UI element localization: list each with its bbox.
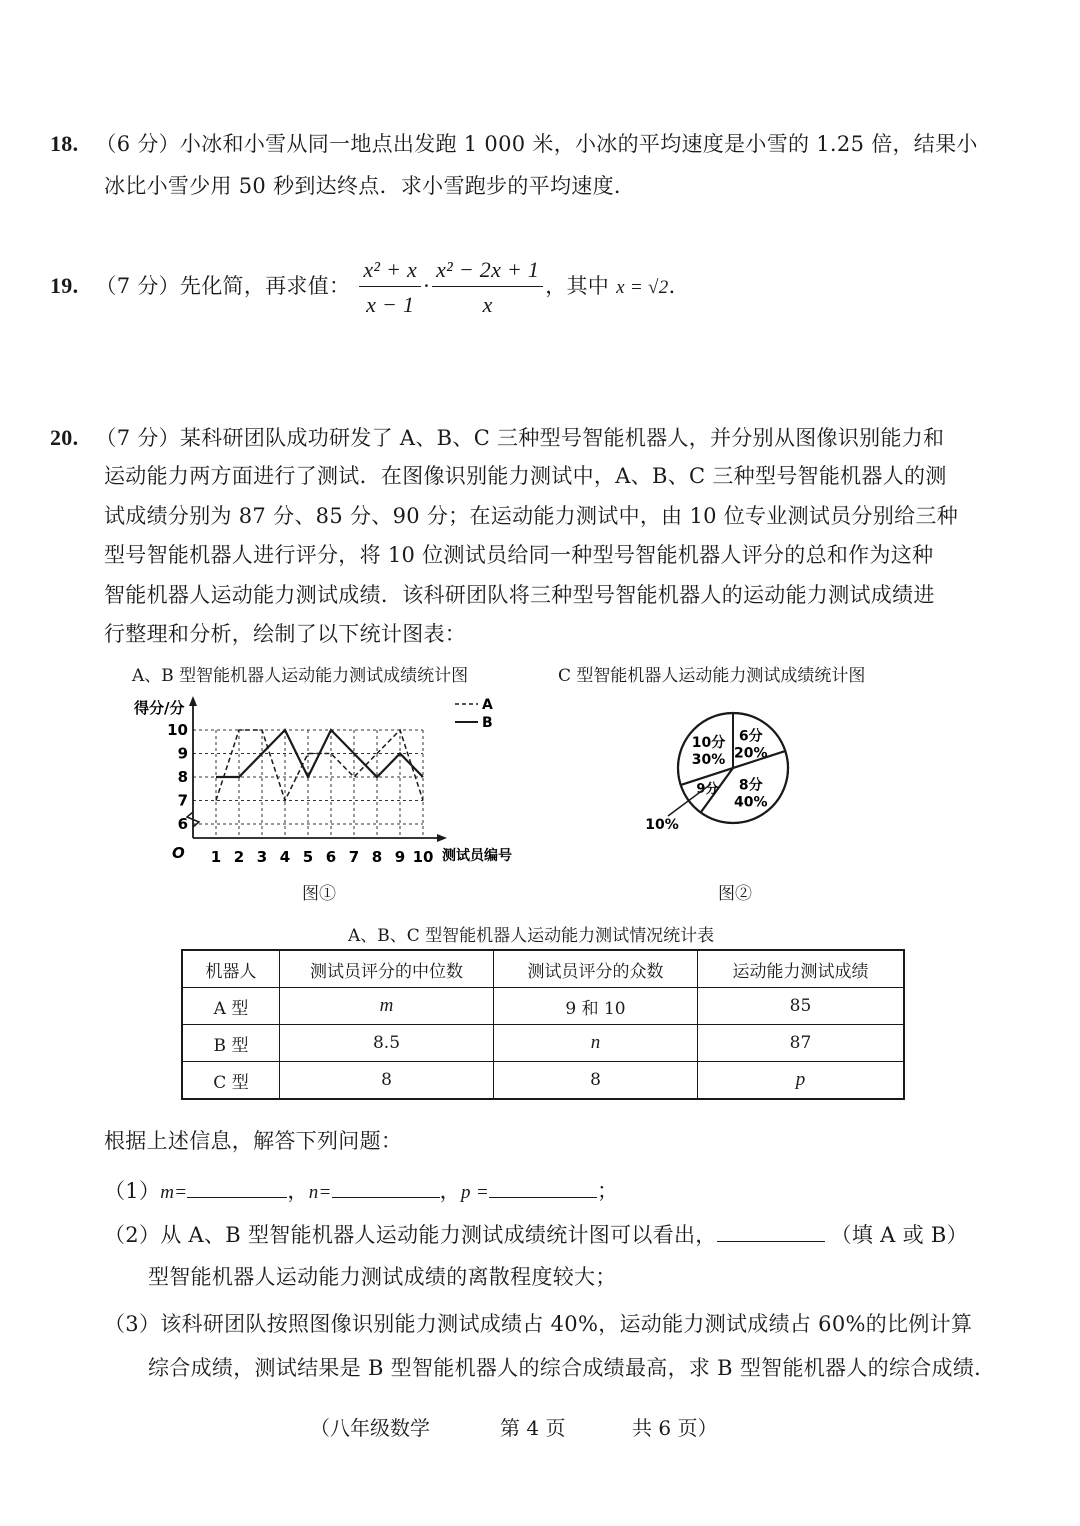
part2-text-a: （2）从 A、B 型智能机器人运动能力测试成绩统计图可以看出， — [104, 1223, 717, 1247]
series-line-a — [216, 730, 423, 801]
y-axis-label: 得分/分 — [134, 699, 185, 717]
table-cell: 8 — [494, 1062, 698, 1100]
q19-suffix-c: ． — [668, 274, 690, 298]
table-header-cell: 测试员评分的中位数 — [280, 950, 494, 988]
chart-series — [216, 730, 423, 801]
y-tick-label: 9 — [177, 744, 188, 763]
q18-number: 18. — [50, 131, 79, 156]
q18-line1 — [50, 133, 978, 155]
origin-label: O — [172, 844, 185, 862]
q19-frac2-numerator: x² − 2x + 1 — [432, 258, 543, 287]
table-cell: 8.5 — [280, 1025, 494, 1062]
x-tick-label: 2 — [233, 848, 245, 866]
y-axis-arrow-icon — [189, 696, 197, 706]
part2-line1 — [104, 1223, 968, 1246]
x-tick-label: 4 — [279, 848, 291, 866]
table-cell: n — [494, 1025, 698, 1062]
x-tick-label: 3 — [256, 848, 268, 866]
x-tick-label: 7 — [348, 848, 360, 866]
footer-page: 第 4 页 — [500, 1416, 566, 1440]
chart-grid — [193, 730, 423, 838]
table-cell: 8 — [280, 1062, 494, 1100]
figure2-label: 图② — [718, 884, 752, 904]
x-tick-label: 8 — [371, 848, 383, 866]
part1 — [104, 1179, 618, 1203]
pie-slice-label: 6分 — [738, 728, 763, 745]
table-cell: 87 — [698, 1025, 905, 1062]
x-axis-label: 测试员编号 — [442, 848, 512, 864]
legend-a-label: A — [482, 697, 493, 713]
part2-blank[interactable] — [717, 1223, 825, 1242]
questions-intro: 根据上述信息，解答下列问题： — [104, 1129, 403, 1153]
part1-n-label: n= — [308, 1182, 332, 1203]
table-row — [182, 1062, 904, 1100]
q19-dot: · — [423, 274, 431, 298]
q19-line — [50, 258, 690, 317]
table-row — [182, 988, 904, 1025]
q19-frac1-numerator: x² + x — [359, 258, 421, 287]
y-tick-label: 10 — [167, 721, 188, 739]
q20-text-3: 试成绩分别为 87 分、85 分、90 分；在运动能力测试中，由 10 位专业测试员分别给三种 — [104, 504, 959, 528]
pie-slice-percent: 30% — [691, 752, 726, 769]
q18-text-1: （6 分）小冰和小雪从同一地点出发跑 1 000 米，小冰的平均速度是小雪的 1.25 倍，结果小 — [95, 132, 978, 156]
line-chart — [120, 688, 540, 873]
pie-slice-label: 10分 — [691, 735, 726, 752]
q19-frac2-denominator: x — [482, 292, 493, 317]
pie-slice-label: 8分 — [738, 777, 763, 794]
x-tick-label: 1 — [210, 848, 222, 866]
footer-subject: （八年级数学 — [310, 1416, 430, 1440]
part2-text-b: （填 A 或 B） — [830, 1223, 968, 1247]
figure1-caption: A、B 型智能机器人运动能力测试成绩统计图 — [132, 666, 469, 686]
part3-text-b: 综合成绩，测试结果是 B 型智能机器人的综合成绩最高，求 B 型智能机器人的综合成绩． — [148, 1356, 996, 1380]
part1-end: ； — [596, 1179, 619, 1203]
y-tick-label: 6 — [177, 815, 188, 833]
q20-number: 20. — [50, 425, 79, 450]
pie-slice-percent: 10% — [645, 817, 679, 833]
table-header-cell: 测试员评分的众数 — [494, 950, 698, 988]
q19-frac1-denominator: x − 1 — [366, 292, 415, 317]
table-cell: p — [698, 1062, 905, 1100]
x-tick-label: 5 — [302, 848, 314, 866]
table-header-cell: 机器人 — [182, 950, 280, 988]
q20-line1 — [50, 427, 944, 449]
legend — [455, 697, 493, 731]
q20-text-1: （7 分）某科研团队成功研发了 A、B、C 三种型号智能机器人，并分别从图像识别能力和 — [95, 426, 945, 450]
figure1-label: 图① — [302, 884, 336, 904]
table-cell: B 型 — [182, 1025, 280, 1062]
part3-text-a: （3）该科研团队按照图像识别能力测试成绩占 40%，运动能力测试成绩占 60%的比例计算 — [104, 1312, 973, 1336]
pie-chart — [640, 708, 810, 838]
table-cell: 85 — [698, 988, 905, 1025]
table-header-cell: 运动能力测试成绩 — [698, 950, 905, 988]
table-cell: A 型 — [182, 988, 280, 1025]
part1-label: （1） — [104, 1179, 161, 1203]
q19-fraction-1 — [359, 258, 421, 317]
part1-sep-2: ， — [439, 1179, 461, 1203]
q19-number: 19. — [50, 273, 79, 298]
chart-labels — [167, 721, 433, 866]
q19-fraction-2 — [432, 258, 543, 317]
q20-text-6: 行整理和分析，绘制了以下统计图表： — [104, 622, 467, 646]
y-tick-label: 8 — [177, 768, 188, 786]
part1-p-blank[interactable] — [489, 1179, 597, 1198]
figure2-caption: C 型智能机器人运动能力测试成绩统计图 — [558, 666, 866, 686]
q19-suffix-b: x = √2 — [616, 277, 669, 298]
pie-slices — [645, 713, 788, 833]
q18-text-2: 冰比小雪少用 50 秒到达终点．求小雪跑步的平均速度． — [104, 174, 636, 198]
pie-slice-label: 9分 — [696, 782, 719, 798]
x-axis-arrow-icon — [437, 834, 447, 842]
q20-text-2: 运动能力两方面进行了测试．在图像识别能力测试中，A、B、C 三种型号智能机器人的测 — [104, 464, 947, 488]
legend-b-label: B — [482, 715, 493, 731]
part1-sep-1: ， — [287, 1179, 309, 1203]
part1-m-label: m= — [160, 1182, 188, 1203]
part1-n-blank[interactable] — [332, 1179, 440, 1198]
part2-text-c: 型智能机器人运动能力测试成绩的离散程度较大； — [148, 1265, 617, 1289]
pie-slice-percent: 20% — [734, 745, 768, 762]
table-cell: 9 和 10 — [494, 988, 698, 1025]
part1-p-label: p = — [460, 1182, 489, 1203]
stats-table — [181, 949, 905, 1100]
x-tick-label: 9 — [394, 848, 406, 866]
pie-slice-percent: 40% — [734, 794, 768, 811]
y-tick-label: 7 — [177, 791, 188, 810]
part1-m-blank[interactable] — [187, 1179, 287, 1198]
table-row — [182, 1025, 904, 1062]
q19-prefix: （7 分）先化简，再求值： — [95, 274, 351, 298]
q20-text-4: 型号智能机器人进行评分，将 10 位测试员给同一种型号智能机器人评分的总和作为这种 — [104, 543, 934, 567]
table-header-row — [182, 950, 904, 988]
x-tick-label: 10 — [412, 848, 434, 866]
footer-total: 共 6 页） — [632, 1416, 718, 1440]
table-caption: A、B、C 型智能机器人运动能力测试情况统计表 — [348, 926, 715, 946]
x-tick-label: 6 — [325, 848, 337, 866]
table-cell: m — [280, 988, 494, 1025]
table-cell: C 型 — [182, 1062, 280, 1100]
q20-text-5: 智能机器人运动能力测试成绩．该科研团队将三种型号智能机器人的运动能力测试成绩进 — [104, 583, 935, 607]
q19-suffix-a: ，其中 — [545, 274, 617, 298]
